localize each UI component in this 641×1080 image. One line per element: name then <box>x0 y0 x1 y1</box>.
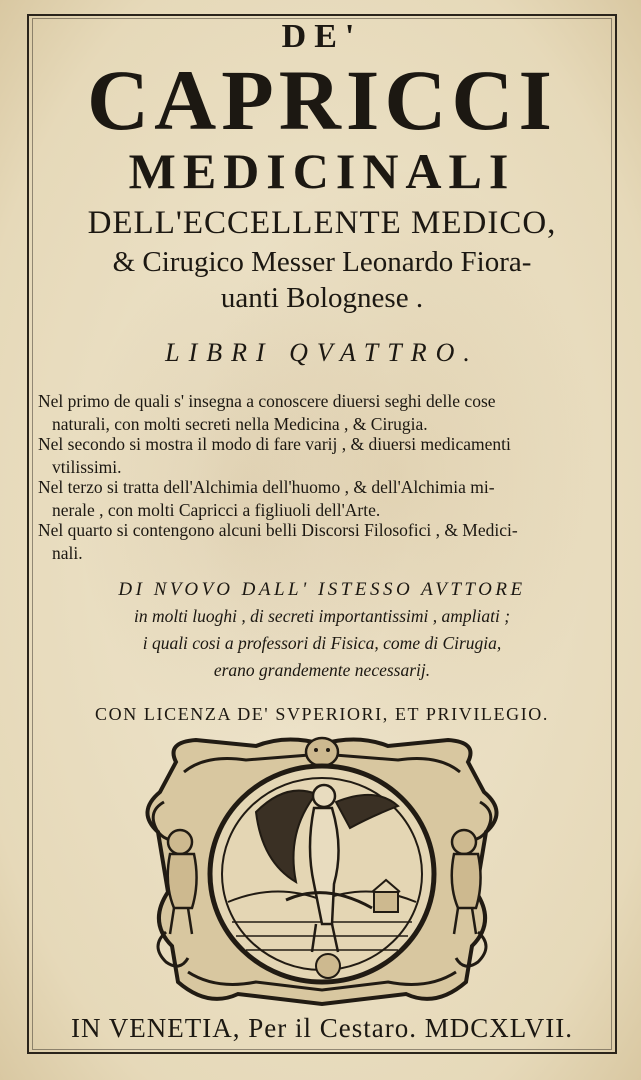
nuovo-line-1: DI NVOVO DALL' ISTESSO AVTTORE <box>118 579 526 600</box>
contents-line: nali. <box>52 543 83 563</box>
title-medicinali: MEDICINALI <box>128 143 516 199</box>
contents-book-4 <box>38 519 608 565</box>
imprint-line: IN VENETIA, Per il Cestaro. MDCXLVII. <box>71 1013 573 1043</box>
author-line-2: & Cirugico Messer Leonardo Fiora- <box>112 246 532 278</box>
licenza-line: CON LICENZA DE' SVPERIORI, ET PRIVILEGIO. <box>95 704 549 724</box>
author-line-1: DELL'ECCELLENTE MEDICO, <box>87 205 557 241</box>
nuovo-line-2: in molti luoghi , di secreti importantissimi , ampliati ; <box>133 606 511 626</box>
title-de: DE' <box>281 18 363 55</box>
contents-book-2 <box>38 433 608 479</box>
contents-line: Nel quarto si contengono alcuni belli Discorsi Filosofici , & Medici- <box>38 520 518 540</box>
author-line-3: uanti Bolognese . <box>220 282 424 314</box>
nuovo-line-4: erano grandemente necessarij. <box>213 660 431 680</box>
contents-line: naturali, con molti secreti nella Medicina , & Cirugia. <box>52 414 428 434</box>
libri-quattro: LIBRI QVATTRO. <box>165 338 479 367</box>
contents-line: vtilissimi. <box>52 457 122 477</box>
contents-line: nerale , con molti Capricci a figliuoli dell'Arte. <box>52 500 381 520</box>
contents-book-3 <box>38 476 608 522</box>
globe <box>316 954 340 978</box>
mask-ornament <box>306 738 338 766</box>
contents-line: Nel primo de quali s' insegna a conoscere diuersi seghi delle cose <box>38 391 496 411</box>
nuovo-line-3: i quali cosi a professori di Fisica, come di Cirugia, <box>142 633 502 653</box>
printer-device-woodcut <box>136 732 508 1012</box>
contents-line: Nel secondo si mostra il modo di fare varij , & diuersi medicamenti <box>38 434 511 454</box>
contents-line: Nel terzo si tratta dell'Alchimia dell'huomo , & dell'Alchimia mi- <box>38 477 495 497</box>
contents-book-1 <box>38 390 608 436</box>
title-capricci: CAPRICCI <box>87 52 557 148</box>
